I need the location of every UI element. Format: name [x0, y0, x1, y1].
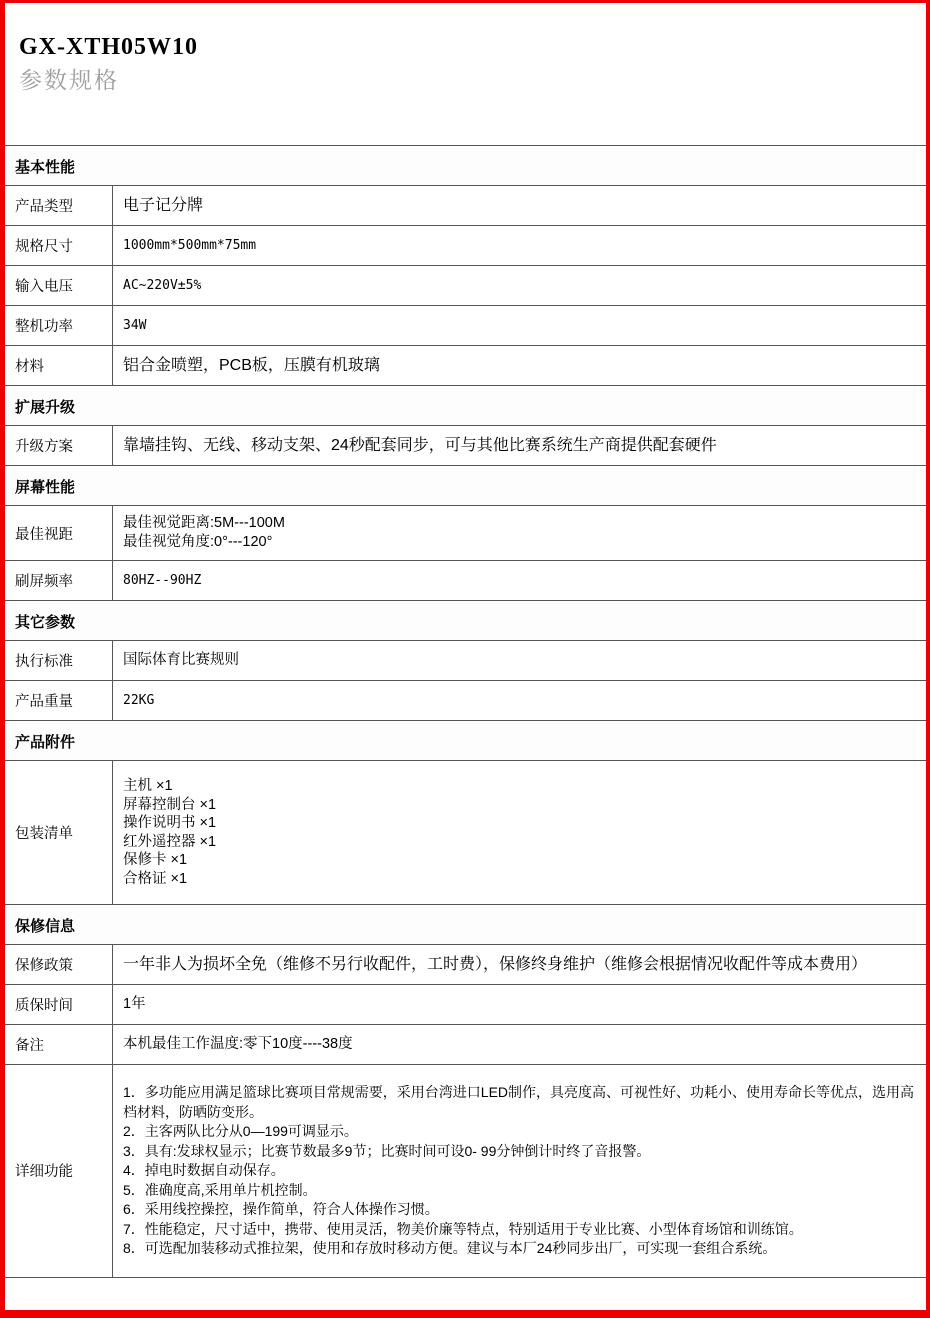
spec-label: 产品重量 — [5, 681, 113, 720]
spec-label: 包装清单 — [5, 761, 113, 904]
spec-value — [113, 681, 926, 720]
spec-value-line: 8．可选配加装移动式推拉架，使用和存放时移动方便。建议与本厂24秒同步出厂，可实现一套组合系统。 — [123, 1240, 777, 1256]
spec-label: 备注 — [5, 1025, 113, 1064]
spec-value-line: 靠墙挂钩、无线、移动支架、24秒配套同步，可与其他比赛系统生产商提供配套硬件 — [123, 437, 717, 454]
spec-value — [113, 266, 926, 305]
section-header: 扩展升级 — [5, 385, 926, 425]
spec-row — [5, 225, 926, 265]
spec-value — [113, 226, 926, 265]
section-header: 保修信息 — [5, 904, 926, 944]
spec-label: 刷屏频率 — [5, 561, 113, 600]
spec-label: 质保时间 — [5, 985, 113, 1024]
spec-row — [5, 305, 926, 345]
spec-value-line: 6．采用线控操控，操作简单，符合人体操作习惯。 — [123, 1201, 439, 1217]
spec-value-line: 1年 — [123, 996, 146, 1012]
spec-value-line: 国际体育比赛规则 — [123, 652, 239, 668]
table-bottom-spacer — [5, 1277, 926, 1300]
spec-value — [113, 761, 926, 904]
spec-row — [5, 560, 926, 600]
section-header: 基本性能 — [5, 145, 926, 185]
spec-label: 最佳视距 — [5, 506, 113, 560]
spec-value-line: 铝合金喷塑，PCB板，压膜有机玻璃 — [123, 357, 380, 374]
spec-row — [5, 505, 926, 560]
spec-row — [5, 680, 926, 720]
spec-row — [5, 760, 926, 904]
spec-value-line: 80HZ--90HZ — [123, 573, 202, 588]
section-header: 屏幕性能 — [5, 465, 926, 505]
spec-row — [5, 640, 926, 680]
spec-value-line: 5．准确度高,采用单片机控制。 — [123, 1181, 317, 1198]
spec-row — [5, 265, 926, 305]
spec-value — [113, 561, 926, 600]
spec-value — [113, 306, 926, 345]
spec-value-line: 红外遥控器 ×1 — [123, 833, 217, 850]
spec-label: 整机功率 — [5, 306, 113, 345]
spec-value-line: 最佳视觉距离:5M---100M — [123, 515, 285, 531]
spec-row — [5, 425, 926, 465]
spec-value-line: 操作说明书 ×1 — [123, 815, 217, 831]
page-header — [5, 3, 926, 145]
spec-row — [5, 185, 926, 225]
spec-value — [113, 186, 926, 225]
spec-value — [113, 641, 926, 680]
spec-label: 输入电压 — [5, 266, 113, 305]
spec-value — [113, 346, 926, 385]
spec-label: 保修政策 — [5, 945, 113, 984]
spec-value-line: 合格证 ×1 — [123, 870, 188, 887]
spec-value — [113, 985, 926, 1024]
spec-value-line: 7．性能稳定，尺寸适中，携带、使用灵活，物美价廉等特点，特别适用于专业比赛、小型体育场馆和训练馆。 — [123, 1220, 803, 1237]
spec-value — [113, 426, 926, 465]
spec-value-line: 屏幕控制台 ×1 — [123, 796, 217, 813]
spec-label: 规格尺寸 — [5, 226, 113, 265]
spec-value-line: 本机最佳工作温度:零下10度----38度 — [123, 1036, 353, 1052]
spec-value-line: 1．多功能应用满足篮球比赛项目常规需要，采用台湾进口LED制作，具亮度高、可视性好、功耗小、使用寿命长等优点，选用高档材料，防晒防变形。 — [123, 1084, 915, 1120]
spec-value-line: 一年非人为损坏全免（维修不另行收配件，工时费），保修终身维护（维修会根据情况收配件等成本费用） — [123, 956, 868, 973]
spec-value — [113, 1065, 926, 1277]
spec-value — [113, 506, 926, 560]
section-header: 产品附件 — [5, 720, 926, 760]
spec-row — [5, 984, 926, 1024]
spec-value-line: 最佳视觉角度:0°---120° — [123, 534, 273, 550]
spec-label: 材料 — [5, 346, 113, 385]
spec-value-line: AC~220V±5% — [123, 278, 202, 293]
spec-value-line: 电子记分牌 — [123, 197, 204, 214]
page-subtitle: 参数规格 — [19, 67, 119, 93]
spec-value-line: 34W — [123, 318, 147, 333]
spec-value — [113, 1025, 926, 1064]
spec-label: 产品类型 — [5, 186, 113, 225]
spec-value-line: 1000mm*500mm*75mm — [123, 238, 257, 253]
spec-label: 详细功能 — [5, 1065, 113, 1277]
spec-row — [5, 1064, 926, 1277]
section-header: 其它参数 — [5, 600, 926, 640]
spec-label: 执行标准 — [5, 641, 113, 680]
spec-row — [5, 345, 926, 385]
spec-value-line: 主机 ×1 — [123, 778, 173, 794]
product-model-title: GX-XTH05W10 — [19, 34, 198, 60]
spec-value-line: 2．主客两队比分从0—199可调显示。 — [123, 1123, 358, 1139]
spec-value-line: 3．具有:发球权显示；比赛节数最多9节；比赛时间可设0- 99分钟倒计时终了音报警。 — [123, 1142, 651, 1159]
spec-label: 升级方案 — [5, 426, 113, 465]
spec-value-line: 保修卡 ×1 — [123, 852, 188, 868]
spec-row — [5, 1024, 926, 1064]
spec-table — [5, 145, 926, 1300]
spec-value-line: 22KG — [123, 693, 155, 708]
spec-row — [5, 944, 926, 984]
spec-value — [113, 945, 926, 984]
spec-value-line: 4．掉电时数据自动保存。 — [123, 1162, 285, 1178]
